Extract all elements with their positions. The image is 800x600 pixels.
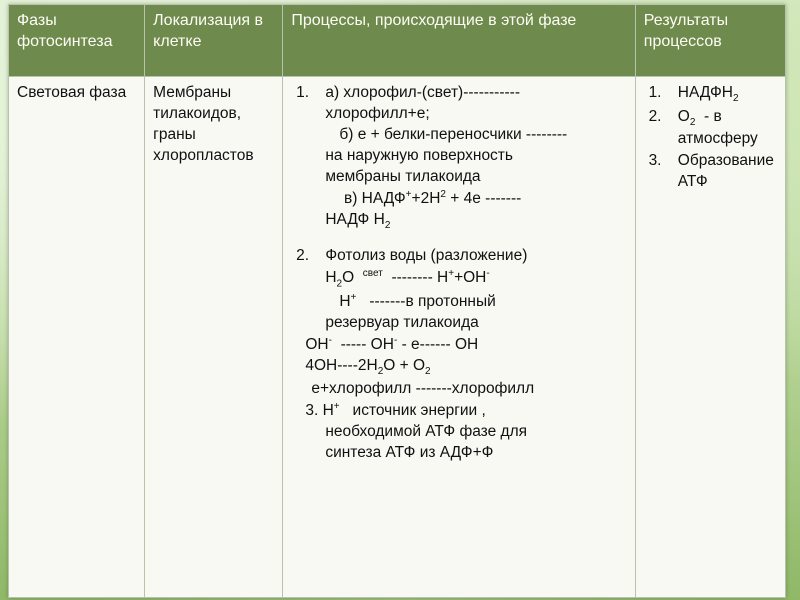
process-line: $Н_2О$ $^{свет}$ -------- Н++ОН-	[325, 268, 490, 290]
process-line: хлорофилл+е;	[325, 104, 430, 122]
result-item-2: 2. $О_2$ - в атмосферу	[666, 107, 777, 151]
process-line: в) $НАДФ^++2Н^2 + 4е$ -------	[343, 188, 522, 207]
header-location: Локализация в клетке	[145, 5, 283, 77]
process-line: НАДФ $Н_2$	[325, 210, 391, 231]
process-line: синтеза АТФ из АДФ+Ф	[325, 443, 494, 461]
header-row	[9, 5, 786, 77]
table-row	[9, 77, 786, 598]
process-line: е+хлорофилл -------хлорофилл	[311, 379, 535, 397]
cell-processes	[283, 77, 635, 598]
cell-phase: Световая фаза	[9, 77, 145, 598]
process-line: 1. а) хлорофил-(свет)-----------	[325, 84, 520, 101]
process-line: Н+ -------в протонный	[339, 291, 496, 311]
result-item-3: 3. Образование АТФ	[666, 151, 777, 193]
header-phase: Фазы фотосинтеза	[9, 5, 145, 77]
process-line: б) е + белки-переносчики --------	[339, 125, 568, 143]
process-line: ОН- ----- ОН- - е------ ОН	[305, 334, 479, 354]
header-results: Результаты процессов	[635, 5, 785, 77]
process-line: на наружную поверхность	[325, 146, 513, 164]
process-line: $4ОН----2Н_2О + О_2$	[305, 357, 431, 378]
cell-location: Мембраны тилакоидов, граны хлоропластов	[145, 77, 283, 598]
process-line: резервуар тилакоида	[325, 314, 479, 332]
photosynthesis-table	[8, 4, 786, 598]
result-item-1: 1. $НАДФН_2$	[666, 83, 777, 106]
process-item-2	[305, 246, 626, 463]
process-line: 3. Н+ источник энергии ,	[305, 400, 486, 419]
process-item-1	[313, 83, 626, 246]
process-line: мембраны тилакоида	[325, 167, 481, 185]
header-processes: Процессы, происходящие в этой фазе	[283, 5, 635, 77]
process-line: необходимой АТФ фазе для	[325, 422, 528, 440]
cell-results	[635, 77, 785, 598]
process-line: 2. Фотолиз воды (разложение)	[325, 247, 528, 265]
